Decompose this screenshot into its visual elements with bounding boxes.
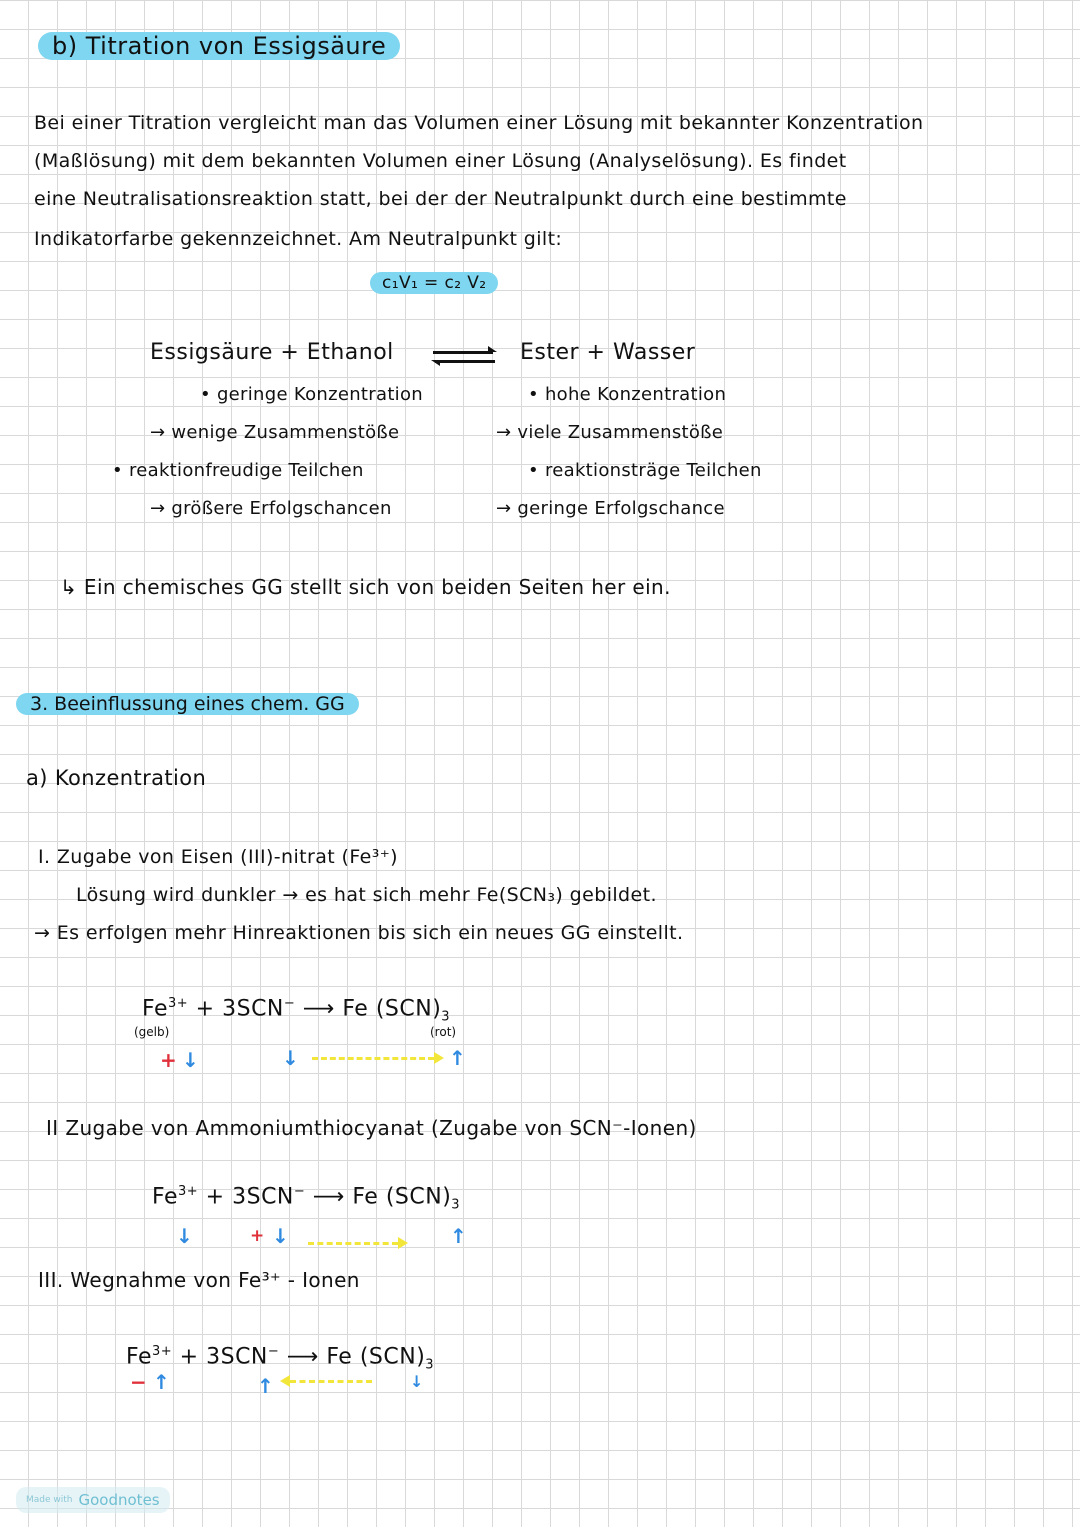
plus-sign: + xyxy=(179,1344,199,1370)
scn-charge: − xyxy=(267,1344,280,1359)
reactant-fe: Fe xyxy=(126,1344,152,1370)
fe-charge: 3+ xyxy=(168,996,189,1011)
product-index: 3 xyxy=(451,1197,461,1213)
left-note-1: • geringe Konzentration xyxy=(200,384,423,405)
case-2-reaction xyxy=(152,1184,460,1213)
watermark-made-with: Made with xyxy=(26,1495,73,1505)
section-title-influence: 3. Beeinflussung eines chem. GG xyxy=(16,693,359,715)
shift-right-arrow-icon xyxy=(312,1057,434,1060)
scn-decrease-arrow-icon: ↓ xyxy=(282,1046,299,1070)
case-1-reaction xyxy=(142,996,450,1025)
right-note-4: → geringe Erfolgschance xyxy=(496,498,725,519)
case-2-heading: II Zugabe von Ammoniumthiocyanat (Zugabe von SCN⁻-Ionen) xyxy=(46,1116,697,1140)
reaction-arrow-icon: ⟶ xyxy=(286,1344,319,1370)
case-3-heading: III. Wegnahme von Fe³⁺ - Ionen xyxy=(38,1268,360,1292)
product-increase-arrow-icon: ↑ xyxy=(449,1046,466,1070)
fe-charge: 3+ xyxy=(152,1344,173,1359)
titration-formula: c₁V₁ = c₂ V₂ xyxy=(370,272,498,294)
paragraph-line-1: Bei einer Titration vergleicht man das Volumen einer Lösung mit bekannter Konzentration xyxy=(34,112,924,134)
left-note-2: → wenige Zusammenstöße xyxy=(150,422,400,443)
case-1-line-1: Lösung wird dunkler → es hat sich mehr Fe(SCN₃) gebildet. xyxy=(76,884,657,906)
case-1-line-2: → Es erfolgen mehr Hinreaktionen bis sich ein neues GG einstellt. xyxy=(34,922,684,944)
left-note-4: → größere Erfolgschancen xyxy=(150,498,392,519)
goodnotes-watermark xyxy=(16,1487,170,1513)
scn-decrease-arrow-icon: ↓ xyxy=(272,1224,289,1248)
equilibrium-conclusion: ↳ Ein chemisches GG stellt sich von beiden Seiten her ein. xyxy=(60,575,671,599)
scn-charge: − xyxy=(293,1184,306,1199)
increase-mark: + xyxy=(250,1226,265,1246)
right-note-1: • hohe Konzentration xyxy=(528,384,727,405)
fe-decrease-arrow-icon: ↓ xyxy=(176,1224,193,1248)
reactant-scn: 3SCN xyxy=(206,1344,268,1370)
equilibrium-arrows-icon xyxy=(433,348,497,364)
product-fe-scn: Fe (SCN) xyxy=(326,1344,426,1370)
reaction-arrow-icon: ⟶ xyxy=(312,1184,345,1210)
shift-right-arrow-icon xyxy=(308,1242,398,1245)
scn-increase-arrow-icon: ↑ xyxy=(257,1374,274,1398)
reactant-scn: 3SCN xyxy=(222,996,284,1022)
reactant-scn: 3SCN xyxy=(232,1184,294,1210)
fe-increase-arrow-icon: ↑ xyxy=(153,1370,170,1394)
case-1-heading: I. Zugabe von Eisen (III)-nitrat (Fe³⁺) xyxy=(38,846,398,868)
plus-sign: + xyxy=(205,1184,225,1210)
subsection-concentration: a) Konzentration xyxy=(26,766,207,790)
fe-decrease-arrow-icon: ↓ xyxy=(182,1048,199,1072)
reactant-fe: Fe xyxy=(152,1184,178,1210)
label-gelb: (gelb) xyxy=(134,1025,170,1039)
equilibrium-left-side: Essigsäure + Ethanol xyxy=(150,340,394,365)
case-3-reaction xyxy=(126,1344,434,1373)
left-note-3: • reaktionfreudige Teilchen xyxy=(112,460,364,481)
right-note-3: • reaktionsträge Teilchen xyxy=(528,460,762,481)
decrease-mark: − xyxy=(130,1370,147,1394)
paragraph-line-4: Indikatorfarbe gekennzeichnet. Am Neutralpunkt gilt: xyxy=(34,228,563,250)
paragraph-line-3: eine Neutralisationsreaktion statt, bei der der Neutralpunkt durch eine bestimmte xyxy=(34,188,847,210)
product-index: 3 xyxy=(441,1009,451,1025)
product-fe-scn: Fe (SCN) xyxy=(342,996,442,1022)
reactant-fe: Fe xyxy=(142,996,168,1022)
product-index: 3 xyxy=(425,1357,435,1373)
paragraph-line-2: (Maßlösung) mit dem bekannten Volumen einer Lösung (Analyselösung). Es findet xyxy=(34,150,847,172)
watermark-brand: Goodnotes xyxy=(78,1491,160,1509)
increase-mark: + xyxy=(160,1048,177,1072)
reaction-arrow-icon: ⟶ xyxy=(302,996,335,1022)
fe-charge: 3+ xyxy=(178,1184,199,1199)
plus-sign: + xyxy=(195,996,215,1022)
section-title-titration: b) Titration von Essigsäure xyxy=(38,32,400,60)
scn-charge: − xyxy=(283,996,296,1011)
product-increase-arrow-icon: ↑ xyxy=(450,1224,467,1248)
shift-left-arrow-icon xyxy=(290,1380,372,1383)
product-decrease-arrow-icon: ↓ xyxy=(410,1372,424,1391)
product-fe-scn: Fe (SCN) xyxy=(352,1184,452,1210)
equilibrium-right-side: Ester + Wasser xyxy=(520,340,696,365)
label-rot: (rot) xyxy=(430,1025,457,1039)
right-note-2: → viele Zusammenstöße xyxy=(496,422,724,443)
